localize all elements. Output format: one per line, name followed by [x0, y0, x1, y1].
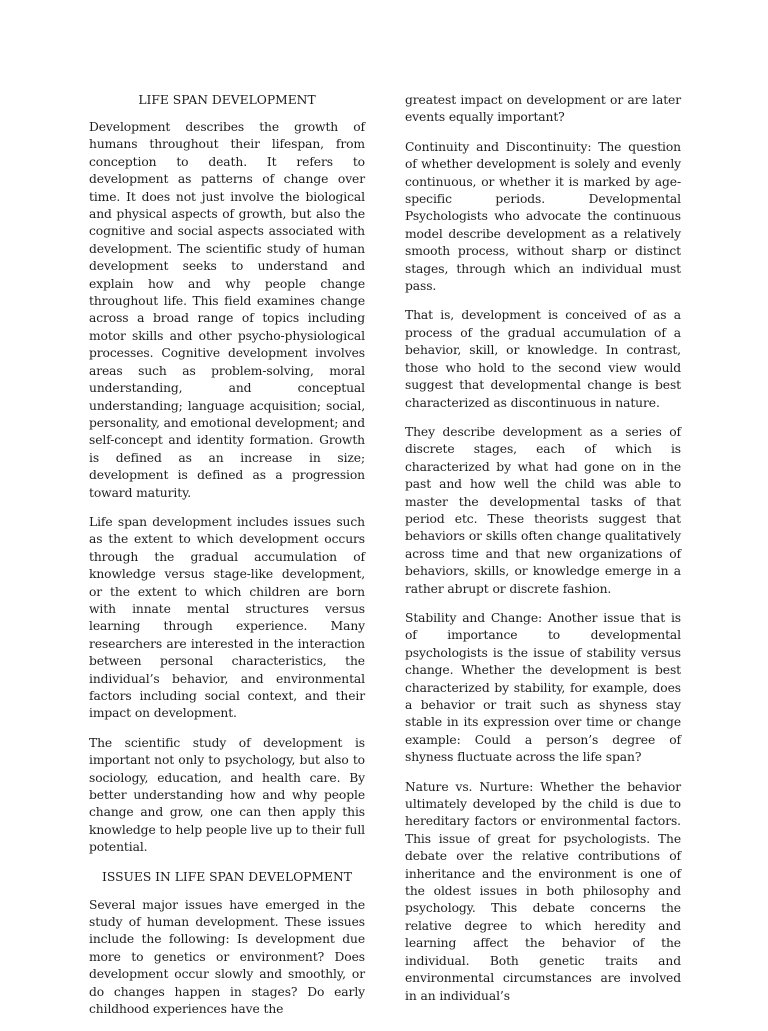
paragraph-intro: Development describes the growth of humans throughout their lifespan, from conception to death. It refers to development as patterns of change over time. It does not just involve the biological and physical aspects of growth, but also the cognitive and social aspects associated with development. The scientific study of human development seeks to understand and explain how and why people change throughout life. This field examines change across a broad range of topics including motor skills and other psycho-physiological processes. Cognitive development involves areas such as problem-solving, moral understanding, and conceptual understanding; language acquisition; social, personality, and emotional development; and self-concept and identity formation. Growth is defined as an increase in size; development is defined as a progression toward maturity. [89, 120, 365, 500]
section-heading-issues: ISSUES IN LIFE SPAN DEVELOPMENT [102, 869, 352, 884]
paragraph-nature-nurture: Nature vs. Nurture: Whether the behavior ultimately developed by the child is due to hereditary factors or environmental factors. This issue of great for psychologists. The debate over the relative contributions of inheritance and the environment is one of the oldest issues in both philosophy and psychology. This debate concerns the relative degree to which heredity and learning affect the behavior of the individual. Both genetic traits and environmental circumstances are involved in an individual’s [405, 779, 681, 1003]
paragraph-continuity: Continuity and Discontinuity: The question of whether development is solely and evenly continuous, or whether it is marked by age-specific periods. Developmental Psychologists who advocate the continuous model describe development as a relatively smooth process, without sharp or distinct stages, through which an individual must pass. [405, 139, 681, 294]
paragraph-discrete-stages: They describe development as a series of discrete stages, each of which is characterized by what had gone on in the past and how well the child was able to master the developmental tasks of that period etc. These theorists suggest that behaviors or skills often change qualitatively across time and that new organizations of behaviors, skills, or knowledge emerge in a rather abrupt or discrete fashion. [405, 424, 681, 596]
left-column [89, 90, 365, 1031]
right-column [405, 92, 681, 1017]
page-title: LIFE SPAN DEVELOPMENT [138, 93, 316, 107]
paragraph-gradual-accumulation: That is, development is conceived of as a process of the gradual accumulation of a behavior, skill, or knowledge. In contrast, those who hold to the second view would suggest that developmental change is best characterized as discontinuous in nature. [405, 308, 681, 410]
paragraph-continued: greatest impact on development or are later events equally important? [405, 93, 681, 125]
paragraph-stability-change: Stability and Change: Another issue that is of importance to developmental psychologists is the issue of stability versus change. Whether the development is best characterized by stability, for example, does a behavior or trait such as shyness stay stable in its expression over time or change example: Could a person’s degree of shyness fluctuate across the life span? [405, 610, 681, 765]
paragraph-importance: The scientific study of development is important not only to psychology, but also to sociology, education, and health care. By better understanding how and why people change and grow, one can then apply this knowledge to help people live up to their full potential. [89, 735, 365, 855]
paragraph-major-issues: Several major issues have emerged in the study of human development. These issues include the following: Is development due more to genetics or environment? Does development occur slowly and smoothly, or do changes happen in stages? Do early childhood experiences have the [89, 897, 365, 1017]
paragraph-issues-overview: Life span development includes issues such as the extent to which development occurs through the gradual accumulation of knowledge versus stage-like development, or the extent to which children are born with innate mental structures versus learning through experience. Many researchers are interested in the interaction between personal characteristics, the individual’s behavior, and environmental factors including social context, and their impact on development. [89, 514, 365, 721]
